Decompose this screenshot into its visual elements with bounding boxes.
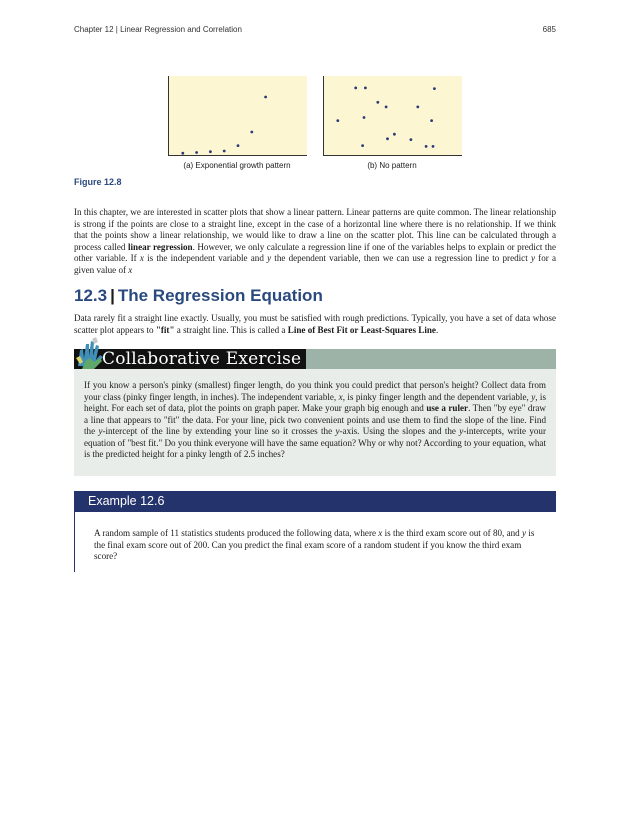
- example-text: A random sample of 11 statistics students produced the following data, where x is the third exam score out of 80, and y is the final exam score out of 200. Can you predict the final exam score of a random student if you know the third exam score?: [94, 528, 535, 561]
- panel-a-point: [181, 152, 184, 155]
- figure-12-8: [167, 74, 463, 174]
- figure-label: Figure 12.8: [74, 177, 122, 187]
- panel-b-point: [416, 106, 419, 109]
- panel-a-background: [168, 76, 307, 156]
- panel-a-point: [237, 144, 240, 147]
- term-linear-regression: linear regression: [127, 241, 193, 252]
- panel-a-point: [209, 150, 212, 153]
- section-title: The Regression Equation: [117, 286, 323, 305]
- example-left-rule: [74, 512, 75, 572]
- panel-b-point: [410, 138, 413, 141]
- term-line-of-best-fit: Line of Best Fit or Least-Squares Line: [287, 324, 436, 335]
- panel-a-point: [250, 131, 253, 134]
- panel-b-point: [430, 119, 433, 122]
- panel-a-point: [264, 96, 267, 99]
- panel-b-point: [363, 116, 366, 119]
- panel-b-point: [354, 87, 357, 90]
- panel-b-point: [336, 119, 339, 122]
- panel-b-background: [323, 76, 462, 156]
- example-label: Example 12.6: [74, 491, 556, 512]
- panel-a-point: [195, 151, 198, 154]
- panel-b-point: [393, 133, 396, 136]
- collab-text: If you know a person's pinky (smallest) finger length, do you think you could predict that person's height? Collect data from your class (pinky finger length, in inches). The independent variable, x, is pinky finger length and the dependent variable, y, is height. For each set of data, plot the points on graph paper. Make your graph big enough and use a ruler. Then "by eye" draw a line that appears to "fit" the data. For your line, pick two convenient points and use them to find the slope of the line. Find the y-intercept of the line by extending your line so it crosses the y-axis. Using the slopes and the y-intercepts, write your equation of "best fit." Do you think everyone will have the same equation? Why or why not? According to your equation, what is the predicted height for a pinky length of 2.5 inches?: [84, 380, 547, 459]
- section-number: 12.3: [74, 286, 108, 305]
- panel-b-point: [433, 87, 436, 90]
- collaborative-exercise: [74, 336, 556, 476]
- panel-b-point: [364, 87, 367, 90]
- chapter-title: Chapter 12 | Linear Regression and Correlation: [74, 25, 242, 34]
- section-separator: |: [110, 286, 115, 305]
- caption-b: (b) No pattern: [367, 161, 417, 170]
- panel-b-point: [361, 144, 364, 147]
- panel-b-point: [432, 145, 435, 148]
- example-12-6: [74, 491, 556, 561]
- running-header: [74, 25, 556, 34]
- page-number: 685: [542, 25, 556, 34]
- panel-b-point: [386, 137, 389, 140]
- intro-paragraph: In this chapter, we are interested in scatter plots that show a linear pattern. Linear patterns are quite common. The linear relationship is strong if the points are close to a straight line, except in the case of a horizontal line where there is no relationship. If we think that the points show a linear relationship, we would like to draw a line on the scatter plot. This line can be calculated through a process called linear regression. However, we only calculate a regression line if one of the variables helps to explain or predict the other variable. If x is the independent variable and y the dependent variable, then we can use a regression line to predict y for a given value of x: [74, 207, 557, 275]
- section-heading: [74, 286, 323, 306]
- panel-a-point: [223, 150, 226, 153]
- collab-title: Collaborative Exercise: [102, 349, 302, 369]
- panel-b-point: [385, 106, 388, 109]
- caption-a: (a) Exponential growth pattern: [183, 161, 291, 170]
- scatter-plots: [167, 74, 463, 174]
- panel-b-point: [425, 145, 428, 148]
- section-paragraph: Data rarely fit a straight line exactly. Usually, you must be satisfied with rough predictions. Typically, you have a set of data whose scatter plot appears to "fit" a straight line. This is called a Line of Best Fit or Least-Squares Line.: [74, 313, 556, 335]
- panel-b-point: [376, 101, 379, 104]
